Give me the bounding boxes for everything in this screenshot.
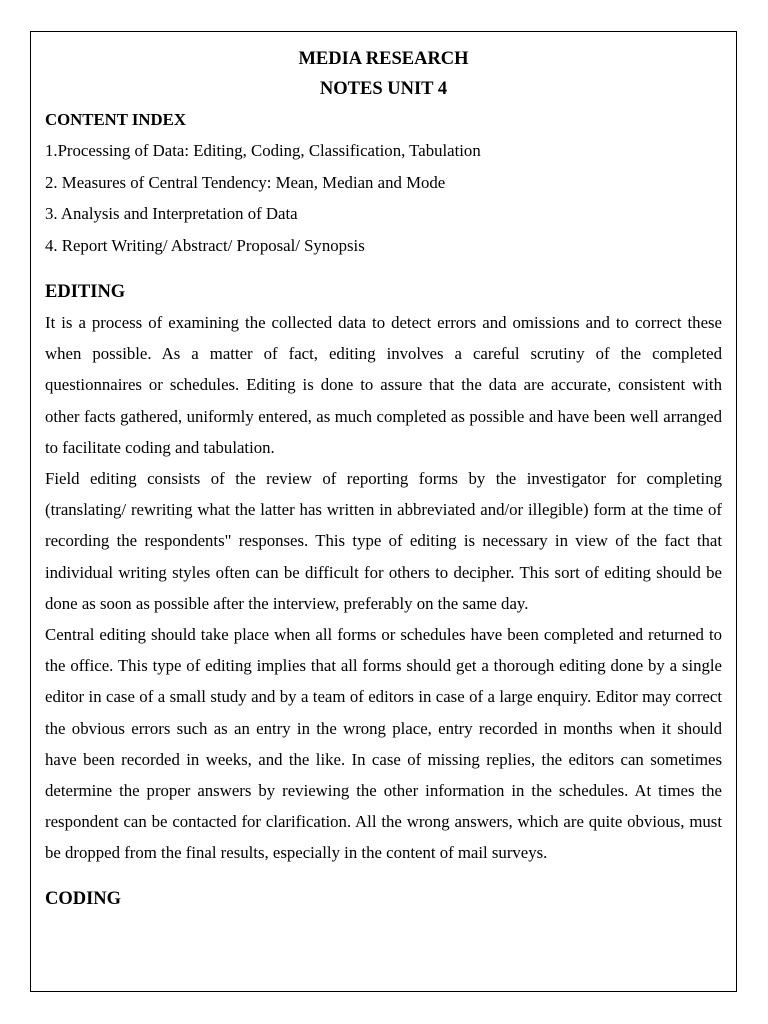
editing-section <box>45 277 722 869</box>
editing-paragraph-3: Central editing should take place when all forms or schedules have been completed and returned to the office. This type of editing implies that all forms should get a thorough editing done by a single editor in case of a small study and by a team of editors in case of a large enquiry. Editor may correct the obvious errors such as an entry in the wrong place, entry recorded in months when it should have been recorded in weeks, and the like. In case of missing replies, the editors can sometimes determine the proper answers by reviewing the other information in the schedules. At times the respondent can be contacted for clarification. All the wrong answers, which are quite obvious, must be dropped from the final results, especially in the content of mail surveys. <box>45 625 722 863</box>
content-index <box>45 104 722 261</box>
coding-section <box>45 884 722 914</box>
content-index-item: 1.Processing of Data: Editing, Coding, Classification, Tabulation <box>45 141 481 160</box>
coding-heading: CODING <box>45 888 122 909</box>
content-index-item: 2. Measures of Central Tendency: Mean, Median and Mode <box>45 172 446 192</box>
editing-paragraph-1: It is a process of examining the collected data to detect errors and omissions and to correct these when possible. As a matter of fact, editing involves a careful scrutiny of the completed questionnaires or schedules. Editing is done to assure that the data are accurate, consistent with other facts gathered, uniformly entered, as much completed as possible and have been well arranged to facilitate coding and tabulation. <box>45 313 722 457</box>
document-subtitle: NOTES UNIT 4 <box>319 79 448 99</box>
content-index-heading: CONTENT INDEX <box>45 110 186 129</box>
document-title: MEDIA RESEARCH <box>298 49 469 69</box>
document-body <box>45 44 722 914</box>
content-index-item: 4. Report Writing/ Abstract/ Proposal/ Synopsis <box>45 235 365 255</box>
content-index-list <box>45 135 722 261</box>
editing-heading: EDITING <box>45 282 126 302</box>
content-index-item: 3. Analysis and Interpretation of Data <box>45 204 298 223</box>
editing-paragraph-2: Field editing consists of the review of reporting forms by the investigator for completing (translating/ rewriting what the latter has written in abbreviated and/or illegible) form at the time of recording the respondents" responses. This type of editing is necessary in view of the fact that individual writing styles often can be difficult for others to decipher. This sort of editing should be done as soon as possible after the interview, preferably on the same day. <box>45 469 722 613</box>
